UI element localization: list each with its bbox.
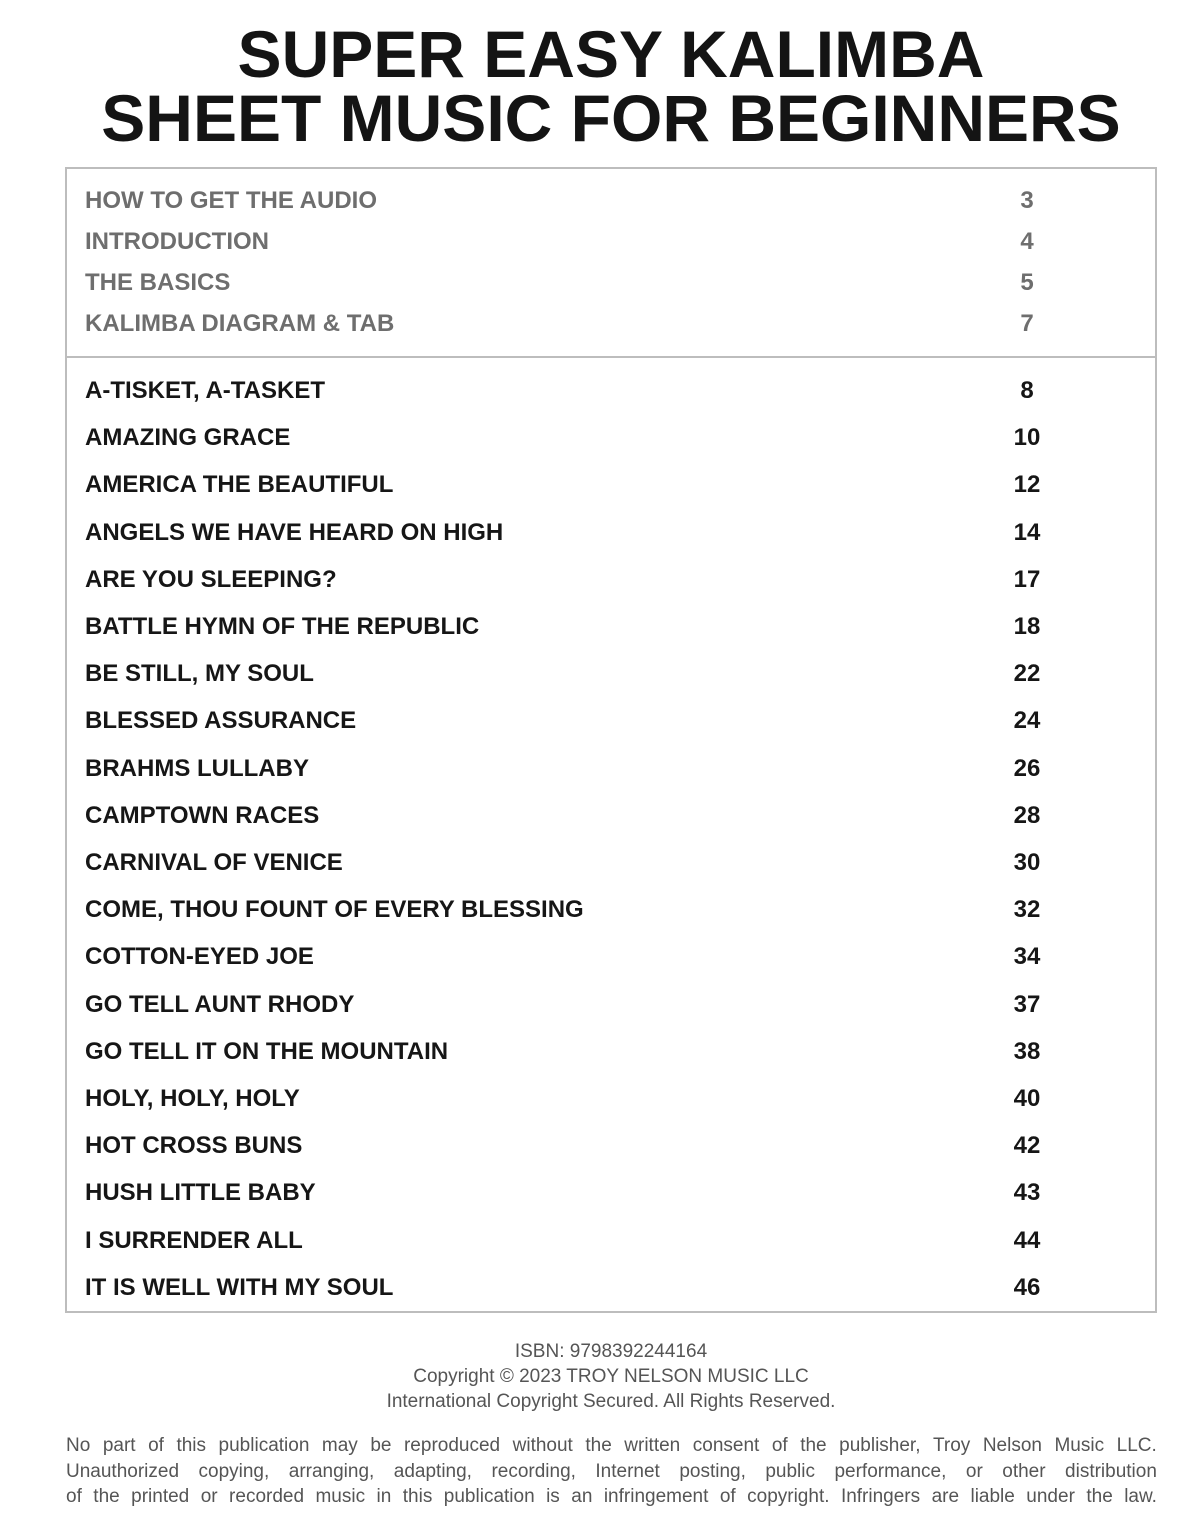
toc-entry-page: 26 xyxy=(1013,754,1041,782)
book-title xyxy=(0,17,1188,155)
toc-entry-title: CAMPTOWN RACES xyxy=(85,801,320,829)
toc-entry xyxy=(85,849,1139,879)
toc-entry-page: 7 xyxy=(1020,310,1034,337)
toc-entry-title: BATTLE HYMN OF THE REPUBLIC xyxy=(85,613,480,640)
rights-text: International Copyright Secured. All Rights Reserved. xyxy=(386,1391,836,1412)
toc-entry-title: ANGELS WE HAVE HEARD ON HIGH xyxy=(85,518,504,546)
toc-entry-page: 44 xyxy=(1013,1226,1041,1254)
copyright-block xyxy=(0,1339,1188,1414)
copyright-text: Copyright © 2023 TROY NELSON MUSIC LLC xyxy=(413,1366,809,1387)
toc-entry xyxy=(85,471,1139,501)
toc-entry xyxy=(85,991,1139,1021)
toc-entry-title: COTTON-EYED JOE xyxy=(85,943,314,971)
toc-entry-title: IT IS WELL WITH MY SOUL xyxy=(85,1273,394,1301)
toc-entry xyxy=(85,896,1139,926)
isbn-text: ISBN: 9798392244164 xyxy=(514,1341,708,1362)
toc-entry xyxy=(85,269,1139,299)
toc-entry xyxy=(85,187,1139,217)
toc-entry-page: 8 xyxy=(1020,377,1034,404)
legal-notice xyxy=(66,1433,1157,1510)
toc-entry-title: HOT CROSS BUNS xyxy=(85,1132,303,1160)
toc-entry-page: 42 xyxy=(1013,1132,1041,1160)
toc-entry-title: GO TELL AUNT RHODY xyxy=(85,990,355,1018)
book-title-line-1: SUPER EASY KALIMBA xyxy=(237,17,985,91)
toc-entry-title: HOW TO GET THE AUDIO xyxy=(85,187,377,214)
legal-line-1: No part of this publication may be reproduced without the written consent of the publisher, Troy Nelson Music LLC. xyxy=(66,1435,1157,1456)
toc-entry-title: GO TELL IT ON THE MOUNTAIN xyxy=(85,1037,449,1065)
toc-divider xyxy=(67,356,1155,358)
toc-entry-title: HOLY, HOLY, HOLY xyxy=(85,1085,300,1112)
toc-entry xyxy=(85,424,1139,454)
legal-line-2: Unauthorized copying, arranging, adapting, recording, Internet posting, public performance, or other distribution xyxy=(66,1460,1157,1482)
toc-entry-page: 18 xyxy=(1013,613,1041,640)
toc-entry xyxy=(85,377,1139,407)
toc-entry-page: 34 xyxy=(1013,943,1041,971)
toc-entry-title: COME, THOU FOUNT OF EVERY BLESSING xyxy=(85,896,584,924)
toc-entry xyxy=(85,755,1139,785)
toc-entry-page: 37 xyxy=(1013,990,1041,1018)
toc-entry-title: INTRODUCTION xyxy=(85,228,269,255)
toc-entry xyxy=(85,1227,1139,1257)
toc-entry-page: 24 xyxy=(1013,707,1041,735)
toc-entry-page: 30 xyxy=(1013,849,1041,876)
toc-entry-page: 46 xyxy=(1013,1273,1041,1301)
toc-entry-title: BRAHMS LULLABY xyxy=(85,754,309,782)
toc-entry xyxy=(85,1085,1139,1115)
toc-entry xyxy=(85,660,1139,690)
toc-entry-page: 28 xyxy=(1013,801,1041,829)
book-title-line-2: SHEET MUSIC FOR BEGINNERS xyxy=(101,81,1121,155)
toc-entry xyxy=(85,519,1139,549)
toc-entry xyxy=(85,802,1139,832)
toc-entry-page: 38 xyxy=(1013,1037,1041,1065)
toc-entry-title: KALIMBA DIAGRAM & TAB xyxy=(85,310,395,337)
toc-entry-page: 5 xyxy=(1020,269,1034,296)
toc-entry-title: I SURRENDER ALL xyxy=(85,1226,303,1254)
toc-entry-title: THE BASICS xyxy=(85,269,231,296)
toc-entry-page: 10 xyxy=(1013,424,1041,452)
toc-entry xyxy=(85,1179,1139,1209)
toc-entry-page: 4 xyxy=(1020,228,1034,255)
toc-entry xyxy=(85,943,1139,973)
toc-entry-title: AMERICA THE BEAUTIFUL xyxy=(85,471,394,499)
toc-entry xyxy=(85,228,1139,258)
toc-entry-title: AMAZING GRACE xyxy=(85,424,291,452)
toc-entry-page: 3 xyxy=(1020,187,1034,214)
toc-entry-page: 17 xyxy=(1013,565,1041,593)
legal-line-3: of the printed or recorded music in this publication is an infringement of copyright. Infringers are liable under the law. xyxy=(66,1486,1157,1507)
toc-entry-title: HUSH LITTLE BABY xyxy=(85,1179,316,1207)
toc-entry-page: 40 xyxy=(1013,1085,1041,1112)
toc-entry xyxy=(85,1274,1139,1304)
toc-entry xyxy=(85,613,1139,643)
toc-entry-title: BLESSED ASSURANCE xyxy=(85,707,357,735)
toc-entry-page: 32 xyxy=(1013,896,1041,924)
toc-entry xyxy=(85,566,1139,596)
toc-entry-page: 43 xyxy=(1013,1179,1041,1207)
toc-entry-page: 12 xyxy=(1013,471,1041,499)
toc-entry-title: CARNIVAL OF VENICE xyxy=(85,849,343,876)
toc-entry-page: 14 xyxy=(1013,518,1041,546)
toc-entry-page: 22 xyxy=(1013,660,1041,688)
toc-entry-title: ARE YOU SLEEPING? xyxy=(85,565,337,593)
table-of-contents xyxy=(65,167,1157,1313)
toc-entry-title: A-TISKET, A-TASKET xyxy=(85,377,325,404)
toc-entry xyxy=(85,1038,1139,1068)
toc-entry xyxy=(85,707,1139,737)
toc-entry-title: BE STILL, MY SOUL xyxy=(85,660,314,688)
toc-entry xyxy=(85,310,1139,340)
toc-entry xyxy=(85,1132,1139,1162)
